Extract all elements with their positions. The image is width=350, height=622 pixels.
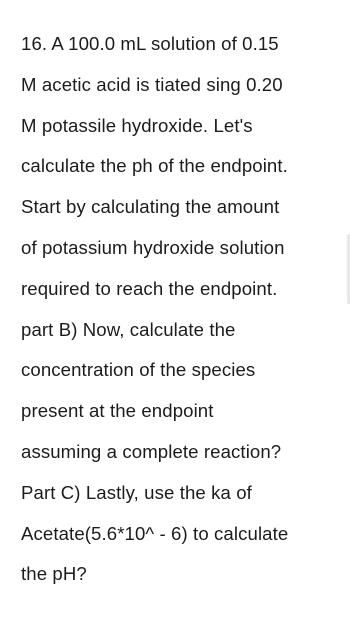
question-line: M acetic acid is tiated sing 0.20 (21, 73, 283, 95)
question-line: Acetate(5.6*10^ - 6) to calculate (21, 522, 289, 544)
question-line: of potassium hydroxide solution (21, 236, 285, 258)
question-text-block (21, 24, 341, 595)
question-line: present at the endpoint (21, 400, 214, 422)
question-line: calculate the ph of the endpoint. (21, 155, 288, 177)
question-line: M potassile hydroxide. Let's (21, 114, 253, 136)
question-line: part B) Now, calculate the (21, 318, 236, 340)
question-line: assuming a complete reaction? (21, 440, 282, 462)
question-line: the pH? (21, 563, 87, 585)
question-line: 16. A 100.0 mL solution of 0.15 (21, 33, 279, 54)
question-line: Part C) Lastly, use the ka of (21, 481, 252, 503)
question-line: concentration of the species (21, 359, 256, 381)
question-line: Start by calculating the amount (21, 196, 280, 218)
question-line: required to reach the endpoint. (21, 277, 278, 299)
